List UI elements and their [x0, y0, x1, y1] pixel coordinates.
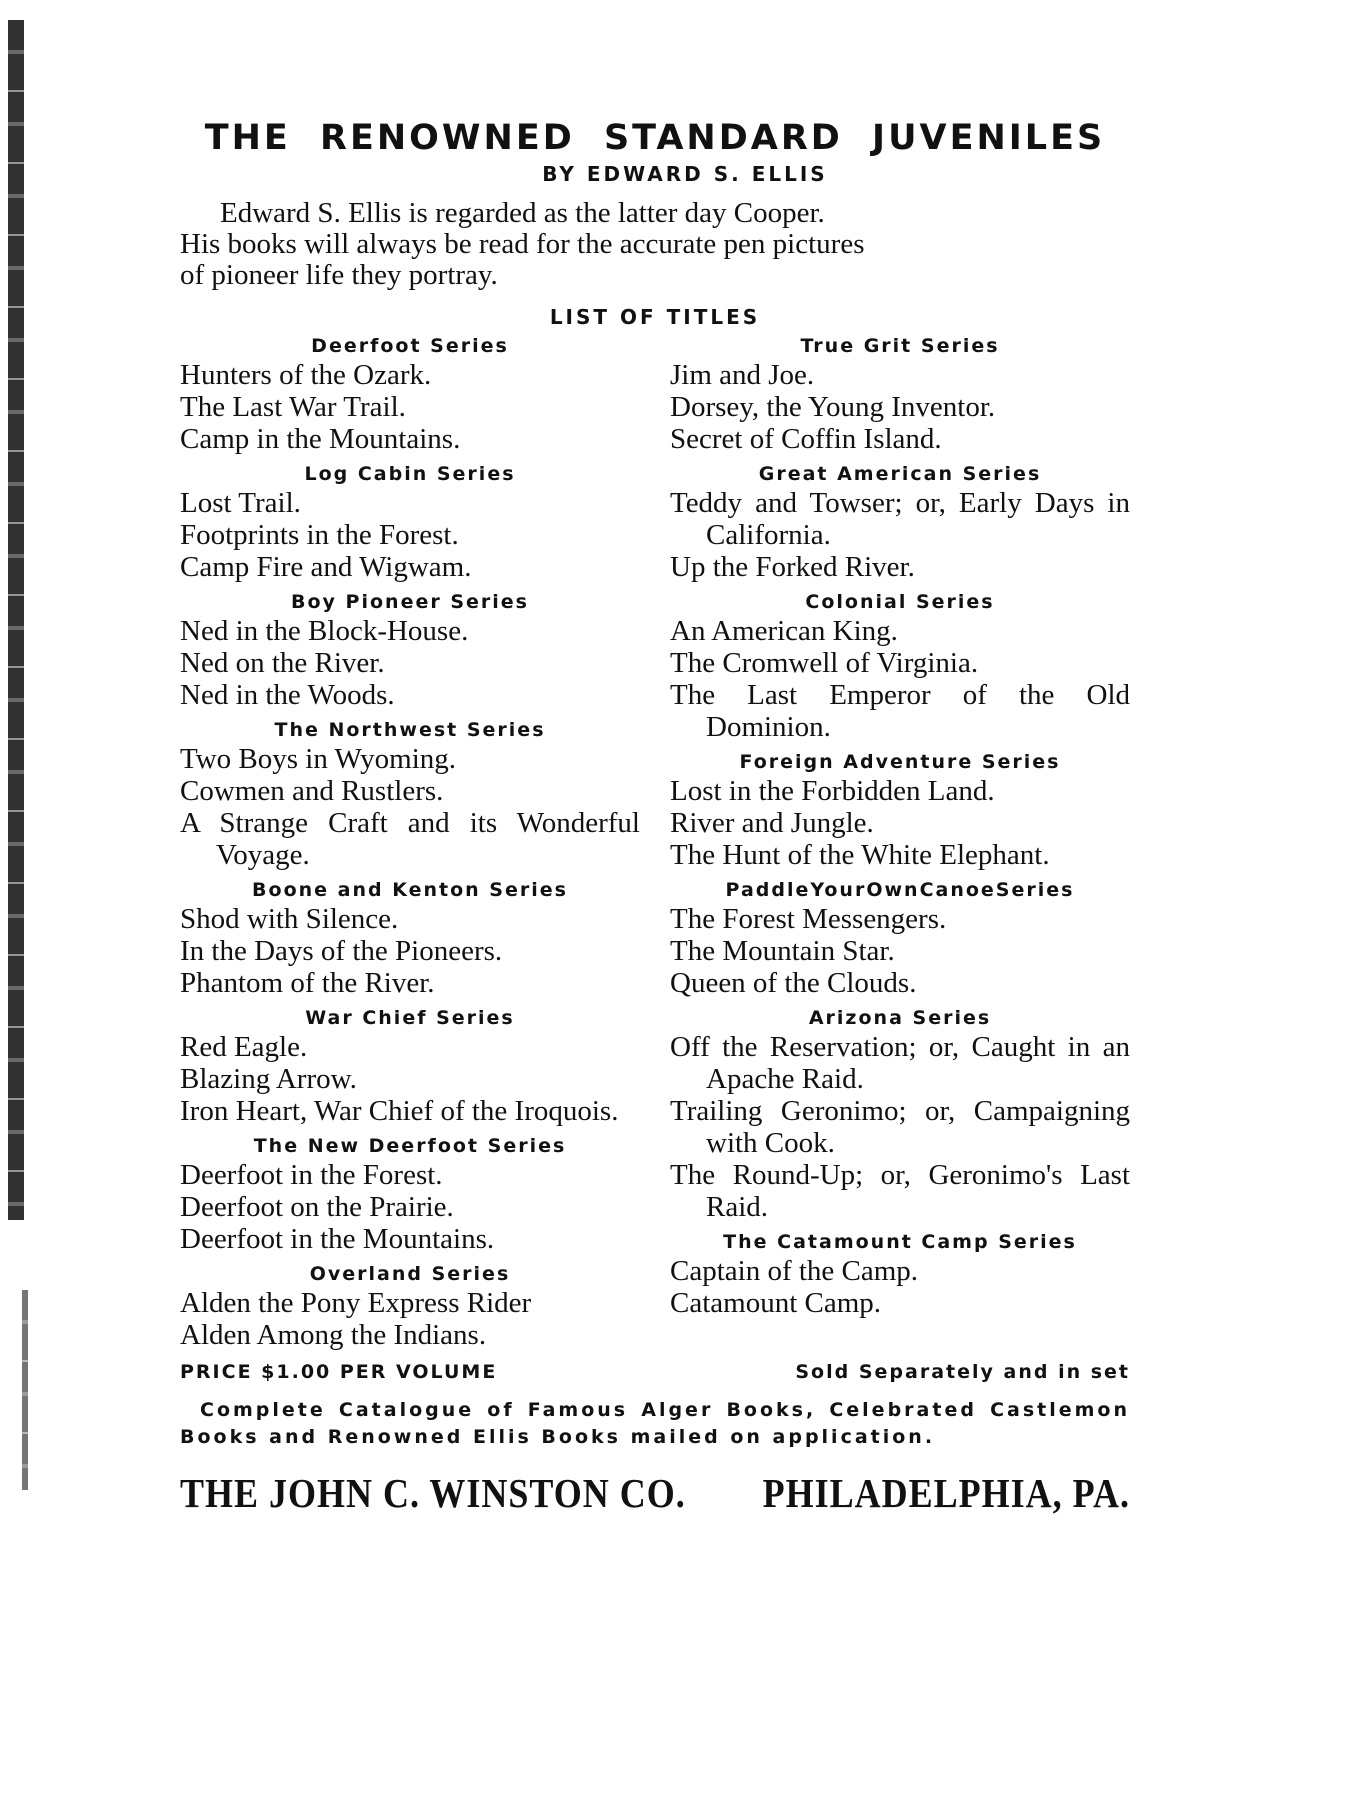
book-title: Up the Forked River.	[670, 551, 915, 583]
series-name: Arizona Series	[808, 1007, 992, 1029]
book-title: Lost in the Forbidden Land.	[670, 775, 995, 807]
list-heading: LIST OF TITLES	[549, 305, 761, 329]
right-column	[670, 331, 1130, 1357]
publisher-city: PHILADELPHIA, PA.	[762, 1470, 1130, 1517]
price-row	[180, 1361, 1130, 1383]
book-title: Alden Among the Indians.	[180, 1319, 487, 1351]
book-title: Ned in the Block-House.	[180, 615, 469, 647]
scan-edge-shadow-lower	[22, 1290, 28, 1490]
book-title: Shod with Silence.	[180, 903, 399, 935]
series-block	[180, 1005, 640, 1127]
publisher-line	[180, 1469, 1130, 1517]
series-name: Log Cabin Series	[304, 463, 516, 485]
book-title: Dorsey, the Young Inventor.	[670, 391, 996, 423]
intro-line: Edward S. Ellis is regarded as the latter day Cooper.	[220, 197, 825, 229]
book-title: Two Boys in Wyoming.	[180, 743, 457, 775]
title-columns	[180, 331, 1130, 1357]
series-name: Foreign Adventure Series	[739, 751, 1061, 773]
book-title: The Hunt of the White Elephant.	[670, 839, 1050, 871]
author-byline: BY EDWARD S. ELLIS	[542, 162, 828, 186]
series-name: Great American Series	[758, 463, 1042, 485]
book-title: River and Jungle.	[670, 807, 874, 839]
series-name: Deerfoot Series	[311, 335, 509, 357]
series-name: Overland Series	[309, 1263, 511, 1285]
series-name: Colonial Series	[805, 591, 995, 613]
book-title: Camp Fire and Wigwam.	[180, 551, 472, 583]
book-title: Blazing Arrow.	[180, 1063, 357, 1095]
series-block	[670, 1005, 1130, 1223]
series-name: Boone and Kenton Series	[252, 879, 568, 901]
book-title: Hunters of the Ozark.	[180, 359, 432, 391]
publisher-name: THE JOHN C. WINSTON CO.	[180, 1470, 686, 1517]
series-block	[670, 1229, 1130, 1319]
series-block	[670, 877, 1130, 999]
series-block	[670, 461, 1130, 583]
book-title: Red Eagle.	[180, 1031, 308, 1063]
advertisement-page	[180, 118, 1130, 1517]
book-title: Queen of the Clouds.	[670, 967, 917, 999]
book-title: Off the Reservation; or, Caught in an Apache Raid.	[670, 1031, 1130, 1095]
series-block	[180, 717, 640, 871]
book-title: Lost Trail.	[180, 487, 301, 519]
series-name: War Chief Series	[305, 1007, 515, 1029]
book-title: Deerfoot on the Prairie.	[180, 1191, 454, 1223]
book-title: Footprints in the Forest.	[180, 519, 459, 551]
book-title: Ned in the Woods.	[180, 679, 395, 711]
book-title: Jim and Joe.	[670, 359, 815, 391]
book-title: The Mountain Star.	[670, 935, 895, 967]
left-column	[180, 331, 640, 1357]
series-block	[180, 877, 640, 999]
series-block	[180, 1261, 640, 1351]
book-title: Deerfoot in the Forest.	[180, 1159, 443, 1191]
series-block	[180, 1133, 640, 1255]
series-block	[180, 461, 640, 583]
book-title: Phantom of the River.	[180, 967, 435, 999]
book-title: A Strange Craft and its Wonderful Voyage.	[180, 807, 640, 871]
price-note: PRICE $1.00 PER VOLUME	[180, 1361, 498, 1383]
book-title: The Cromwell of Virginia.	[670, 647, 979, 679]
scan-edge-shadow	[8, 20, 24, 1220]
series-block	[670, 749, 1130, 871]
book-title: The Forest Messengers.	[670, 903, 947, 935]
series-name: The New Deerfoot Series	[253, 1135, 567, 1157]
book-title: In the Days of the Pioneers.	[180, 935, 503, 967]
book-title: Deerfoot in the Mountains.	[180, 1223, 495, 1255]
series-block	[180, 589, 640, 711]
book-title: Iron Heart, War Chief of the Iroquois.	[180, 1095, 619, 1127]
page-title: THE RENOWNED STANDARD JUVENILES	[204, 118, 1106, 158]
series-name: The Northwest Series	[274, 719, 546, 741]
book-title: Cowmen and Rustlers.	[180, 775, 444, 807]
series-name: PaddleYourOwnCanoeSeries	[725, 879, 1075, 901]
book-title: An American King.	[670, 615, 898, 647]
series-name: Boy Pioneer Series	[291, 591, 529, 613]
series-block	[670, 333, 1130, 455]
book-title: Trailing Geronimo; or, Campaigning with Cook.	[670, 1095, 1130, 1159]
catalogue-note: Complete Catalogue of Famous Alger Books, Celebrated Castlemon Books and Renowned Ellis Books mailed on application.	[180, 1399, 1130, 1448]
series-block	[180, 333, 640, 455]
series-block	[670, 589, 1130, 743]
book-title: Catamount Camp.	[670, 1287, 882, 1319]
book-title: Secret of Coffin Island.	[670, 423, 942, 455]
book-title: The Round-Up; or, Geronimo's Last Raid.	[670, 1159, 1130, 1223]
intro-line: His books will always be read for the accurate pen pictures	[180, 228, 865, 260]
sold-note: Sold Separately and in set	[795, 1361, 1130, 1383]
book-title: Teddy and Towser; or, Early Days in California.	[670, 487, 1130, 551]
intro-paragraph	[180, 198, 1130, 291]
book-title: Captain of the Camp.	[670, 1255, 919, 1287]
book-title: Alden the Pony Express Rider	[180, 1287, 532, 1319]
book-title: Ned on the River.	[180, 647, 385, 679]
series-name: True Grit Series	[800, 335, 1000, 357]
series-name: The Catamount Camp Series	[723, 1231, 1077, 1253]
book-title: The Last War Trail.	[180, 391, 406, 423]
intro-line: of pioneer life they portray.	[180, 259, 498, 291]
book-title: Camp in the Mountains.	[180, 423, 461, 455]
book-title: The Last Emperor of the Old Dominion.	[670, 679, 1130, 743]
